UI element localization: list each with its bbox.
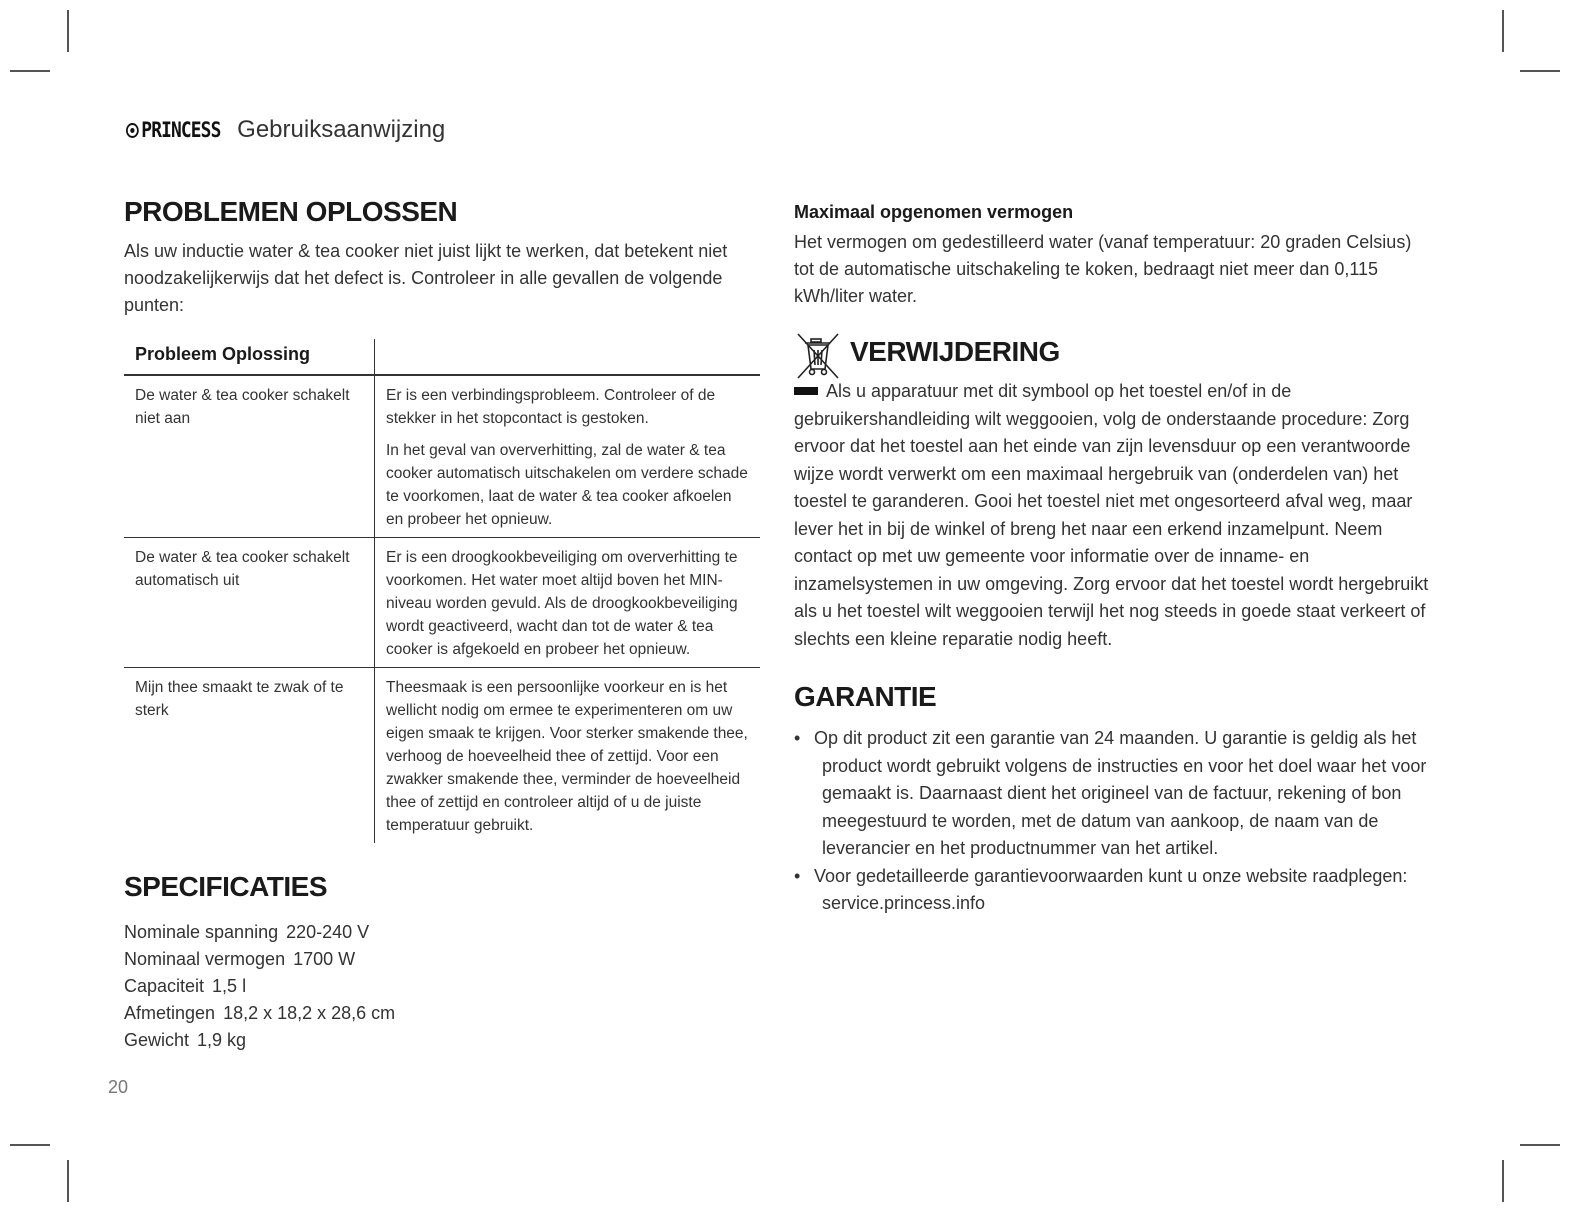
specifications-list: [124, 919, 764, 1054]
list-item: • Op dit product zit een garantie van 24 maanden. U garantie is geldig als het product wordt gebruikt volgens de instructies en voor het doel waar het voor gemaakt is. Daarnaast dient het origineel van de factuur, rekening of bon meegestuurd te worden, met de datum van aankoop, de naam van de leverancier en het productnummer van het artikel.: [794, 725, 1434, 863]
spec-item: Nominale spanning 220-240 V: [124, 922, 370, 942]
page-header: [126, 116, 445, 144]
troubleshooting-intro: Als uw inductie water & tea cooker niet juist lijkt te werken, dat betekent niet noodzakelijkerwijs dat het defect is. Controleer in alle gevallen de volgende punten:: [124, 241, 728, 315]
warranty-list: [794, 725, 1434, 918]
warranty-heading: GARANTIE: [794, 681, 937, 712]
brand-name: PRINCESS: [141, 118, 221, 142]
spec-item: Nominaal vermogen 1700 W: [124, 949, 356, 969]
removal-heading: VERWIJDERING: [850, 336, 1060, 367]
crop-mark: [1502, 10, 1504, 52]
crop-mark: [1520, 70, 1560, 72]
spec-item: Gewicht 1,9 kg: [124, 1030, 247, 1050]
power-text: Het vermogen om gedestilleerd water (vanaf temperatuur: 20 graden Celsius) tot de automatische uitschakeling te koken, bedraagt niet meer dan 0,115 kWh/liter water.: [794, 232, 1412, 306]
troubleshooting-table: [124, 339, 760, 843]
brand-logo: [126, 118, 220, 142]
logo-icon: [126, 123, 139, 138]
page-number: 20: [108, 1077, 129, 1097]
solution-cell: [375, 375, 761, 538]
solution-text: In het geval van oververhitting, zal de water & tea cooker automatisch uitschakelen om verdere schade te voorkomen, laat de water & tea cooker afkoelen en probeer het opnieuw.: [386, 442, 748, 528]
right-column: [794, 196, 1434, 918]
marking-bar: [794, 387, 818, 395]
crossed-bin-icon: [794, 330, 846, 382]
table-header-row: [124, 339, 760, 375]
table-header: Probleem Oplossing: [124, 339, 375, 375]
spec-item: Capaciteit 1,5 l: [124, 976, 247, 996]
list-item: • Voor gedetailleerde garantievoorwaarden kunt u onze website raadplegen: service.princess.info: [794, 863, 1434, 918]
table-row: [124, 668, 760, 844]
power-heading: Maximaal opgenomen vermogen: [794, 202, 1074, 222]
crop-mark: [10, 1144, 50, 1146]
removal-paragraph: [794, 378, 1434, 653]
troubleshooting-heading: PROBLEMEN OPLOSSEN: [124, 196, 458, 227]
table-row: [124, 375, 760, 538]
removal-text: Als u apparatuur met dit symbool op het toestel en/of in de gebruikershandleiding wilt weggooien, volg de onderstaande procedure: Zorg ervoor dat het toestel aan het einde van zijn levensduur op een verantwoorde wijze wordt verwerkt om een maximaal hergebruik van (onderdelen van) het toestel te garanderen. Gooi het toestel niet met ongesorteerd afval weg, maar lever het in bij de winkel of breng het naar een erkend inzamelpunt. Neem contact op met uw gemeente voor informatie over de inname- en inzamelsystemen in uw omgeving. Zorg ervoor dat het toestel wordt hergebruikt als u het toestel wilt weggooien terwijl het nog steeds in goede staat verkeert of slechts een kleine reparatie nodig heeft.: [794, 381, 1429, 649]
table-header-empty: [375, 339, 761, 375]
solution-text: Er is een droogkookbeveiliging om oververhitting te voorkomen. Het water moet altijd boven het MIN-niveau worden gevuld. Als de droogkookbeveiliging wordt geactiveerd, wacht dan tot de water & tea cooker is afgekoeld en probeer het opnieuw.: [386, 549, 738, 658]
page-title: Gebruiksaanwijzing: [237, 116, 446, 143]
solution-cell: [375, 668, 761, 844]
crop-mark: [1520, 1144, 1560, 1146]
solution-cell: [375, 538, 761, 668]
crop-mark: [10, 70, 50, 72]
removal-header: [794, 336, 1434, 382]
solution-text: Er is een verbindingsprobleem. Controleer of de stekker in het stopcontact is gestoken.: [386, 387, 716, 427]
problem-cell: Mijn thee smaakt te zwak of te sterk: [124, 668, 375, 844]
crop-mark: [67, 10, 69, 52]
problem-cell: De water & tea cooker schakelt niet aan: [124, 375, 375, 538]
specifications-heading: SPECIFICATIES: [124, 871, 328, 902]
spec-item: Afmetingen 18,2 x 18,2 x 28,6 cm: [124, 1003, 396, 1023]
table-row: [124, 538, 760, 668]
problem-cell: De water & tea cooker schakelt automatisch uit: [124, 538, 375, 668]
solution-text: Theesmaak is een persoonlijke voorkeur en is het wellicht nodig om ermee te experimenteren om uw eigen smaak te krijgen. Voor sterker smakende thee, verhoog de hoeveelheid thee of zettijd. Voor een zwakker smakende thee, verminder de hoeveelheid thee of zettijd en controleer altijd of u de juiste temperatuur gebruikt.: [386, 679, 748, 834]
crop-mark: [1502, 1160, 1504, 1202]
left-column: [124, 196, 764, 1054]
crop-mark: [67, 1160, 69, 1202]
